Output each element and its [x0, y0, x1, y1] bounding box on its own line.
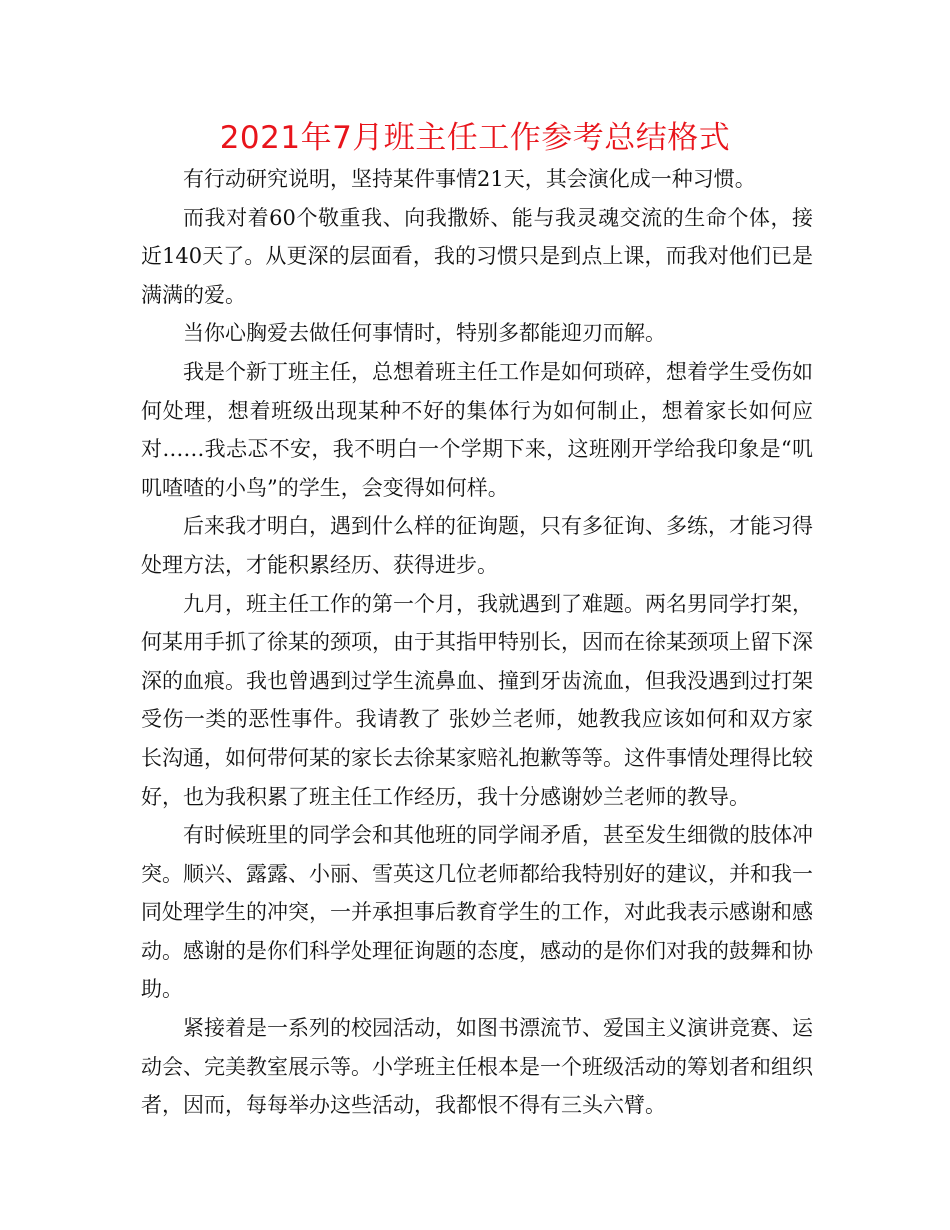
paragraph-8: 紧接着是一系列的校园活动，如图书漂流节、爱国主义演讲竞赛、运动会、完美教室展示等。小学班主任根本是一个班级活动的筹划者和组织者，因而，每每举办这些活动，我都恨不得有三头六臂。 — [141, 1016, 813, 1118]
paragraph-2: 而我对着60个敬重我、向我撒娇、能与我灵魂交流的生命个体，接近140天了。从更深的层面看，我的习惯只是到点上课，而我对他们已是满满的爱。 — [141, 205, 813, 307]
document-title: 2021年7月班主任工作参考总结格式 — [219, 120, 731, 156]
document-body — [141, 160, 813, 1125]
paragraph-4: 我是个新丁班主任，总想着班主任工作是如何琐碎，想着学生受伤如何处理，想着班级出现某种不好的集体行为如何制止，想着家长如何应对……我忐忑不安，我不明白一个学期下来，这班刚开学给我印象是“叽叽喳喳的小鸟”的学生，会变得如何样。 — [141, 359, 813, 500]
paragraph-7: 有时候班里的同学会和其他班的同学闹矛盾，甚至发生细微的肢体冲突。顺兴、露露、小丽、雪英这几位老师都给我特别好的建议，并和我一同处理学生的冲突，一并承担事后教育学生的工作，对此我表示感谢和感动。感谢的是你们科学处理征询题的态度，感动的是你们对我的鼓舞和协助。 — [141, 823, 813, 1002]
paragraph-1: 有行动研究说明，坚持某件事情21天，其会演化成一种习惯。 — [183, 167, 756, 191]
paragraph-6: 九月，班主任工作的第一个月，我就遇到了难题。两名男同学打架，何某用手抓了徐某的颈项，由于其指甲特别长，因而在徐某颈项上留下深深的血痕。我也曾遇到过学生流鼻血、撞到牙齿流血，但我没遇到过打架受伤一类的恶性事件。我请教了 张妙兰老师，她教我应该如何和双方家长沟通，如何带何某的家长去徐某家赔礼抱歉等等。这件事情处理得比较好，也为我积累了班主任工作经历，我十分感谢妙兰老师的教导。 — [141, 591, 813, 809]
paragraph-5: 后来我才明白，遇到什么样的征询题，只有多征询、多练，才能习得处理方法，才能积累经历、获得进步。 — [141, 514, 813, 577]
paragraph-3: 当你心胸爱去做任何事情时，特别多都能迎刃而解。 — [183, 321, 666, 346]
